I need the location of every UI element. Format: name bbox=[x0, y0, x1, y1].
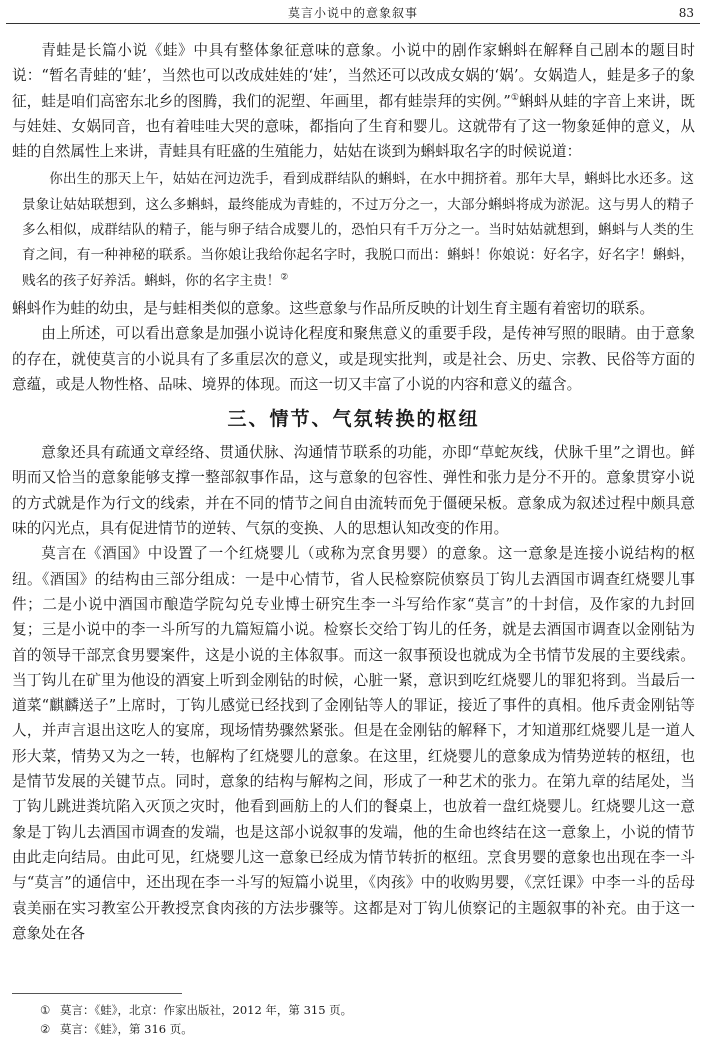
footnote-1 bbox=[40, 1001, 680, 1020]
footnotes bbox=[40, 1001, 680, 1039]
running-title: 莫言小说中的意象叙事 bbox=[287, 6, 418, 20]
paragraph-summary: 由上所述，可以看出意象是加强小说诗化程度和聚焦意义的重要手段，是传神写照的眼睛。由于意象的存在，就使莫言的小说具有了多重层次的意义，或是现实批判，或是社会、历史、宗教、民俗等方面的意蕴，或是人物性格、品味、境界的体现。而这一切又丰富了小说的内容和意义的蕴含。 bbox=[12, 325, 695, 393]
section-heading: 三、情节、气氛转换的枢纽 bbox=[227, 408, 480, 431]
footnote-2 bbox=[40, 1020, 680, 1039]
quote-text: 你出生的那天上午，姑姑在河边洗手，看到成群结队的蝌蚪，在水中拥挤着。那年大旱，蝌蚪比水还多。这景象让姑姑联想到，这么多蝌蚪，最终能成为青蛙的，不过万分之一，大部分蝌蚪将成为淤泥。这与男人的精子多么相似，成群结队的精子，能与卵子结合成婴儿的，恐怕只有千万分之一。当时姑姑就想到，蝌蚪与人类的生育之间，有一种神秘的联系。当你娘让我给你起名字时，我脱口而出：蝌蚪！你娘说：好名字，好名字！蝌蚪，贱名的孩子好养活。蝌蚪，你的名字主贵！ bbox=[22, 171, 694, 289]
footnote-text: 莫言：《蛙》，第 316 页。 bbox=[60, 1022, 193, 1036]
paragraph-image-function: 意象还具有疏通文章经络、贯通伏脉、沟通情节联系的功能，亦即“草蛇灰线，伏脉千里”之谓也。鲜明而又恰当的意象能够支撑一整部叙事作品，这与意象的包容性、弹性和张力是分不开的。意象贯穿小说的方式就是作为行文的线索，并在不同的情节之间自由流转而免于僵硬呆板。意象成为叙述过程中颇具意味的闪光点，具有促进情节的逆转、气氛的变换、人的思想认知改变的作用。 bbox=[12, 444, 695, 538]
paragraph-jiuguo: 莫言在《酒国》中设置了一个红烧婴儿（或称为烹食男婴）的意象。这一意象是连接小说结构的枢纽。《酒国》的结构由三部分组成：一是中心情节，省人民检察院侦察员丁钩儿去酒国市调查红烧婴儿事件；二是小说中酒国市酿造学院勾兑专业博士研究生李一斗写给作家“莫言”的十封信，及作家的九封回复；三是小说中的李一斗所写的九篇短篇小说。检察长交给丁钩儿的任务，就是去酒国市调查以金刚钻为首的领导干部烹食男婴案件，这是小说的主体叙事。而这一叙事预设也就成为全书情节发展的主要线索。当丁钩儿在矿里为他设的酒宴上听到金刚钻的时候，心脏一紧，意识到吃红烧婴儿的罪犯将到。当最后一道菜“麒麟送子”上席时，丁钩儿感觉已经找到了金刚钻等人的罪证，接近了事件的真相。他斥责金刚钻等人，并声言退出这吃人的宴席，现场情势骤然紧张。但是在金刚钻的解释下，才知道那红烧婴儿是一道人形大菜，情势又为之一转，也解构了红烧婴儿的意象。在这里，红烧婴儿的意象成为情势逆转的枢纽，也是情节发展的关键节点。同时，意象的结构与解构之间，形成了一种艺术的张力。在第九章的结尾处，当丁钩儿跳进粪坑陷入灭顶之灾时，他看到画舫上的人们的餐桌上，也放着一盘红烧婴儿。红烧婴儿这一意象是丁钩儿去酒国市调查的发端，也是这部小说叙事的发端，他的生命也终结在这一意象上，小说的情节由此走向结局。由此可见，红烧婴儿这一意象已经成为情节转折的枢纽。烹食男婴的意象也出现在李一斗与“莫言”的通信中，还出现在李一斗写的短篇小说里，《肉孩》中的收购男婴，《烹饪课》中李一斗的岳母袁美丽在实习教室公开教授烹食肉孩的方法步骤等。这都是对丁钩儿侦察记的主题叙事的补充。由于这一意象处在各 bbox=[12, 545, 695, 942]
footnote-marker: ① bbox=[40, 1003, 51, 1017]
block-quote bbox=[22, 167, 694, 293]
footnote-marker: ② bbox=[40, 1022, 51, 1036]
page-number: 83 bbox=[678, 6, 694, 20]
paragraph-text: 蝌蚪从蛙的字音上来讲，既与娃娃、女娲同音，也有着哇哇大哭的意味，都指向了生育和婴儿。这就带有了这一物象延伸的意义，从蛙的自然属性上来讲，青蛙具有旺盛的生殖能力，姑姑在谈到为蝌蚪取名字的时候说道： bbox=[12, 92, 695, 161]
body-text bbox=[12, 38, 695, 946]
footnote-rule bbox=[12, 993, 182, 994]
running-header bbox=[6, 4, 700, 22]
header-rule bbox=[6, 23, 700, 24]
paragraph-text: 青蛙是长篇小说《蛙》中具有整体象征意味的意象。小说中的剧作家蝌蚪在解释自己剧本的题目时说：“暂名青蛙的‘蛙’，当然也可以改成娃娃的‘娃’，当然还可以改成女娲的‘娲’。女娲造人，蛙是多子的象征，蛙是咱们高密东北乡的图腾，我们的泥塑、年画里，都有蛙崇拜的实例。” bbox=[12, 42, 695, 110]
paragraph-frog-image bbox=[12, 38, 695, 164]
paragraph-tadpole: 蝌蚪作为蛙的幼虫，是与蛙相类似的意象。这些意象与作品所反映的计划生育主题有着密切的联系。 bbox=[12, 299, 655, 317]
footnote-text: 莫言：《蛙》，北京：作家出版社，2012 年，第 315 页。 bbox=[60, 1003, 353, 1017]
footnote-ref-2: ② bbox=[280, 272, 289, 283]
footnote-ref-1: ① bbox=[510, 92, 520, 103]
